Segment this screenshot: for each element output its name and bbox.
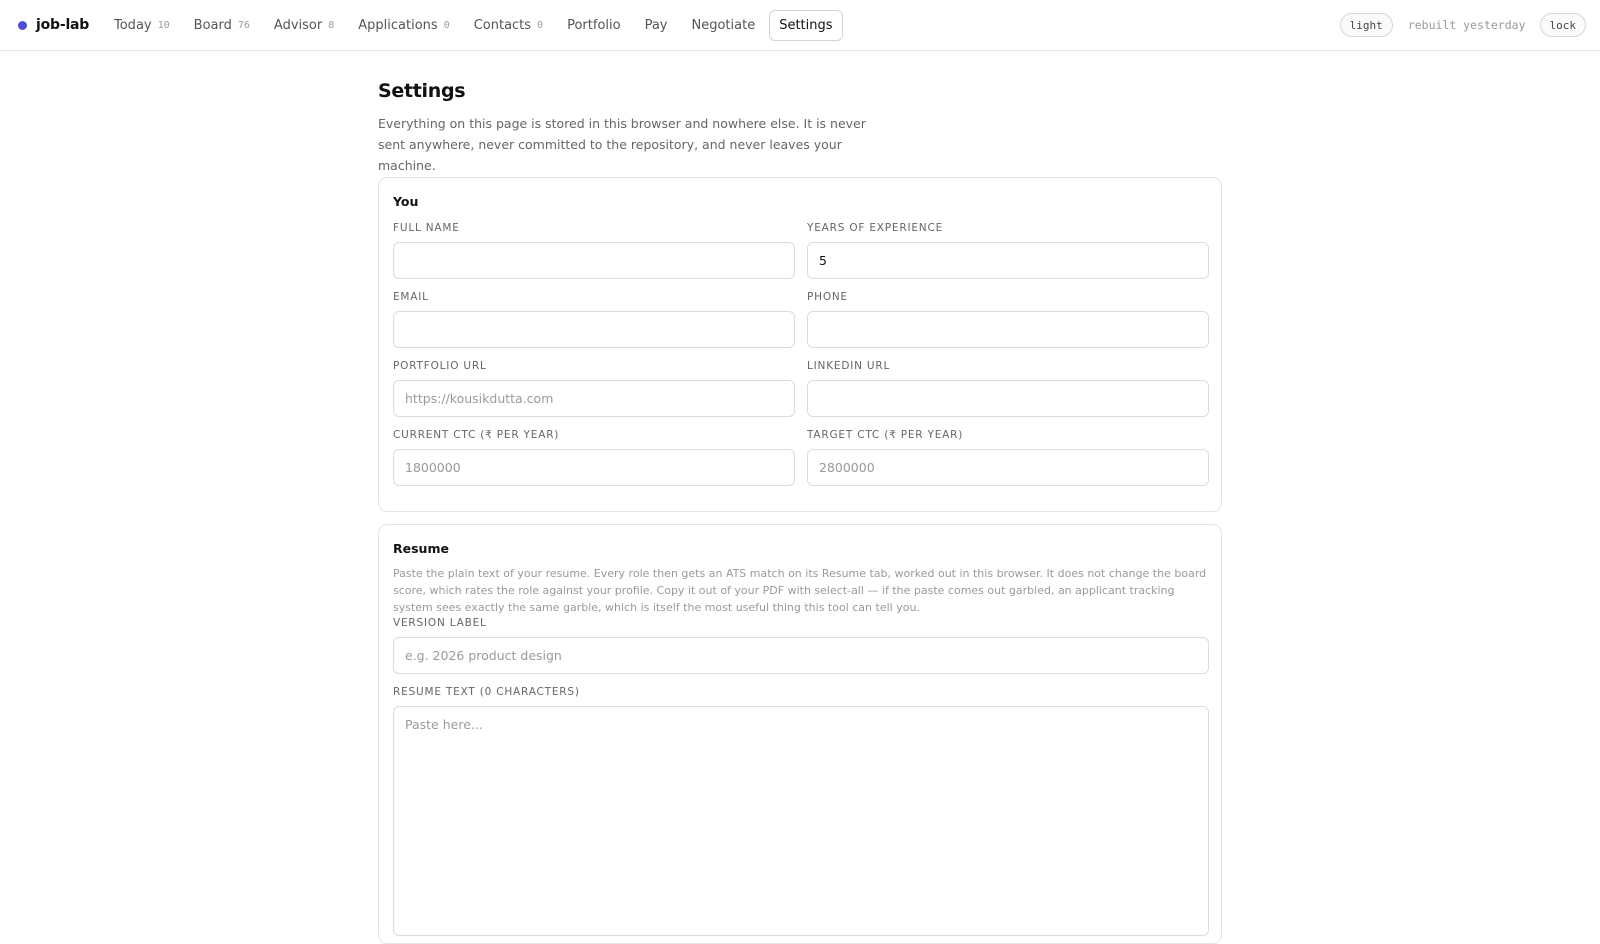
nav-item-advisor[interactable] <box>264 10 344 41</box>
settings-page <box>378 80 1222 698</box>
field-label: YEARS OF EXPERIENCE <box>807 222 944 234</box>
card-title: Resume <box>393 541 449 556</box>
theme-toggle-button[interactable]: light <box>1340 13 1393 37</box>
nav-item-label: Today <box>114 18 152 33</box>
field-label: VERSION LABEL <box>393 617 487 629</box>
page-description: Everything on this page is stored in this browser and nowhere else. It is never sent anywhere, never committed to the repository, and never leaves your machine. <box>378 116 866 173</box>
field-label: PHONE <box>807 291 848 303</box>
linkedin-url-input[interactable] <box>807 380 1209 417</box>
full-name-input[interactable] <box>393 242 795 279</box>
email-input[interactable] <box>393 311 795 348</box>
nav-item-label: Portfolio <box>567 18 621 33</box>
field-label: RESUME TEXT (0 CHARACTERS) <box>393 686 580 698</box>
nav-item-settings[interactable] <box>769 10 842 41</box>
nav-item-label: Advisor <box>273 18 323 33</box>
field-label: PORTFOLIO URL <box>393 360 487 372</box>
current-ctc-input[interactable] <box>393 449 795 486</box>
target-ctc-input[interactable] <box>807 449 1209 486</box>
top-navigation-bar <box>0 0 1600 51</box>
brand[interactable] <box>18 17 89 33</box>
brand-dot-icon <box>18 21 27 30</box>
nav-item-label: Settings <box>779 18 833 33</box>
nav-item-label: Pay <box>644 18 668 33</box>
nav-item-board[interactable] <box>184 10 260 41</box>
top-right-controls <box>1340 13 1586 37</box>
brand-name: job-lab <box>36 17 90 33</box>
nav-item-count: 10 <box>157 20 170 31</box>
nav-item-label: Applications <box>358 18 438 33</box>
nav-item-label: Board <box>193 18 232 33</box>
nav-item-label: Contacts <box>473 18 532 33</box>
resume-help-text: Paste the plain text of your resume. Every role then gets an ATS match on its Resume tab, worked out in this browser. It does not change the board score, which rates the role against your profile. Copy it out of your PDF with select-all — if the paste comes out garbled, an applicant tracking system sees exactly the same garble, which is itself the most useful thing this tool can tell you. <box>393 567 1207 614</box>
main-nav <box>104 10 847 41</box>
field-label: CURRENT CTC (₹ PER YEAR) <box>393 429 560 441</box>
phone-input[interactable] <box>807 311 1209 348</box>
rebuild-status: rebuilt yesterday <box>1407 18 1526 32</box>
nav-item-count: 8 <box>328 20 335 31</box>
nav-item-contacts[interactable] <box>464 10 553 41</box>
nav-item-count: 0 <box>537 20 544 31</box>
field-label: LINKEDIN URL <box>807 360 891 372</box>
page-title: Settings <box>378 80 466 102</box>
nav-item-negotiate[interactable] <box>682 10 766 41</box>
years-experience-input[interactable] <box>807 242 1209 279</box>
field-label: FULL NAME <box>393 222 460 234</box>
field-label: TARGET CTC (₹ PER YEAR) <box>807 429 964 441</box>
nav-item-applications[interactable] <box>348 10 459 41</box>
version-label-input[interactable] <box>393 637 1209 674</box>
nav-item-pay[interactable] <box>635 10 678 41</box>
lock-button[interactable]: lock <box>1540 13 1587 37</box>
nav-item-count: 76 <box>237 20 250 31</box>
portfolio-url-input[interactable] <box>393 380 795 417</box>
resume-text-area[interactable] <box>393 706 1209 936</box>
nav-item-count: 0 <box>443 20 450 31</box>
nav-item-label: Negotiate <box>691 18 756 33</box>
nav-item-portfolio[interactable] <box>557 10 630 41</box>
field-label: EMAIL <box>393 291 429 303</box>
nav-item-today[interactable] <box>104 10 180 41</box>
card-title: You <box>393 194 419 209</box>
resume-card <box>378 524 1222 944</box>
you-card <box>378 177 1222 512</box>
